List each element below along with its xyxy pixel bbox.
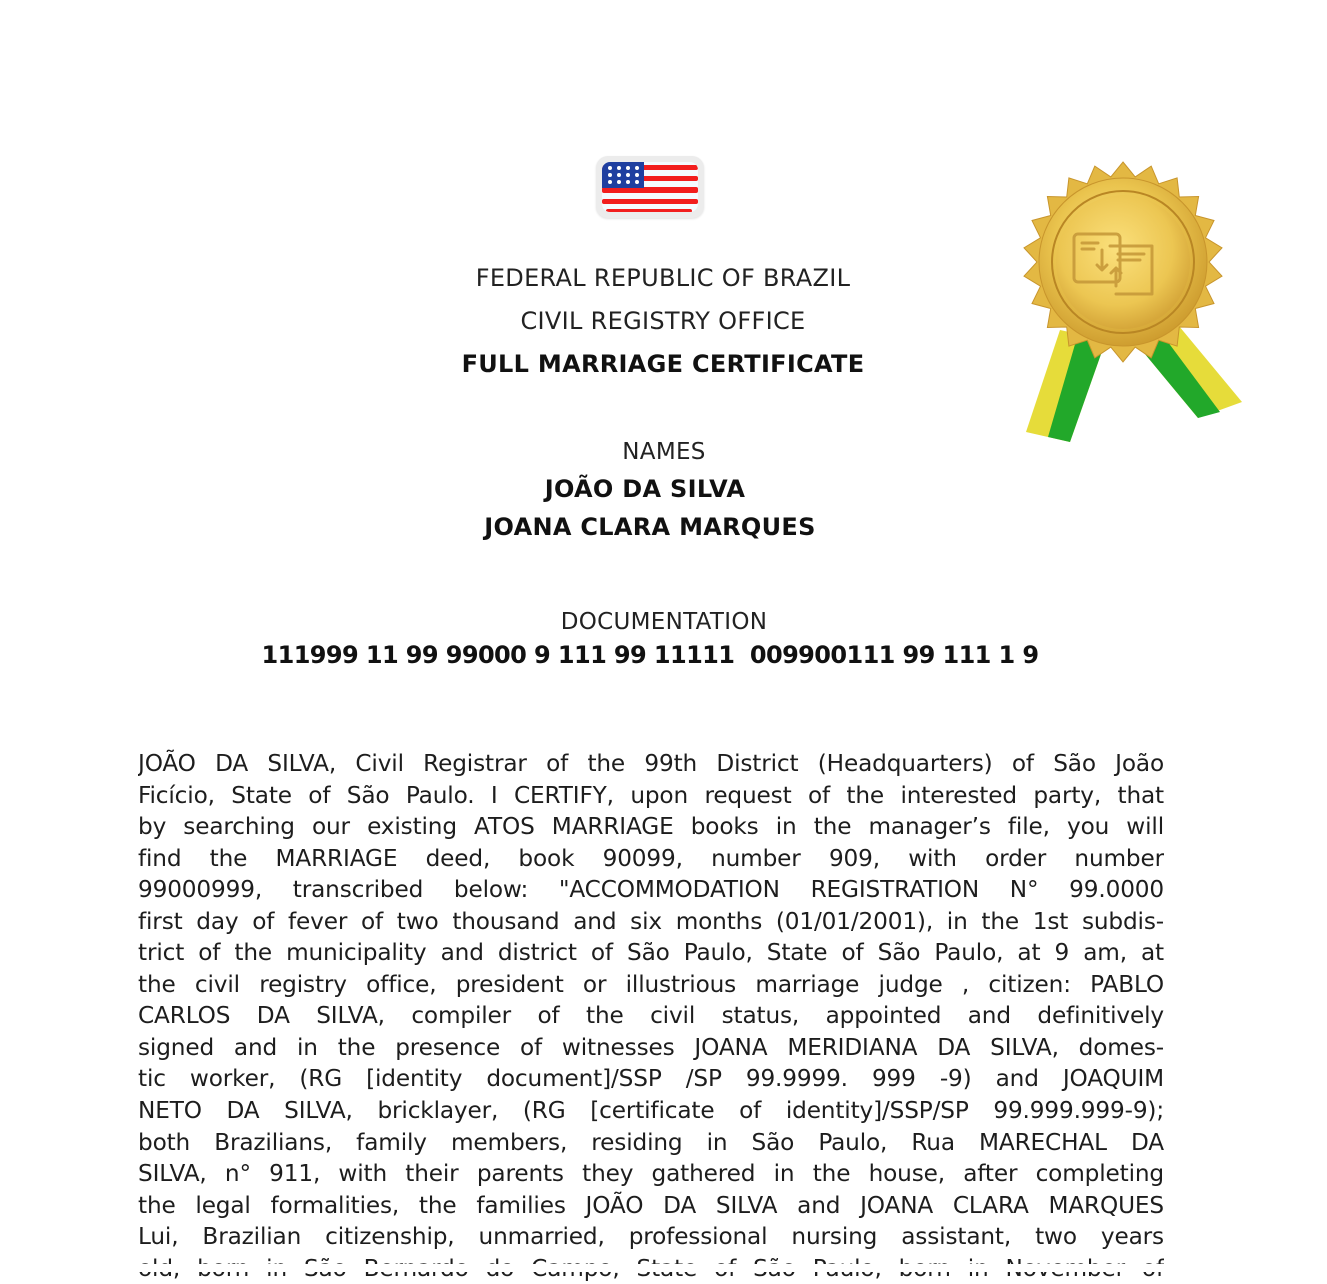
body-line: NETO DA SILVA, bricklayer, (RG [certificate of identity]/SSP/SP 99.999.999-9); xyxy=(138,1097,1164,1125)
certificate-body xyxy=(138,748,1164,1284)
gold-seal-translation-icon xyxy=(998,150,1248,450)
body-line: tic worker, (RG [identity document]/SSP /SP 99.9999. 999 -9) and JOAQUIM xyxy=(138,1065,1164,1093)
body-line: Ficício, State of São Paulo. I CERTIFY, upon request of the interested party, that xyxy=(138,781,1164,809)
us-flag-icon xyxy=(602,162,698,212)
body-line: SILVA, n° 911, with their parents they gathered in the house, after completing xyxy=(138,1160,1164,1188)
body-line: 99000999, transcribed below: "ACCOMMODATION REGISTRATION N° 99.0000 xyxy=(138,876,1164,904)
body-line: both Brazilians, family members, residing in São Paulo, Rua MARECHAL DA xyxy=(138,1128,1164,1156)
documentation-label: DOCUMENTATION xyxy=(560,609,768,635)
certificate-title: FULL MARRIAGE CERTIFICATE xyxy=(461,350,865,378)
body-line: JOÃO DA SILVA, Civil Registrar of the 99th District (Headquarters) of São João xyxy=(138,750,1164,777)
header-office: CIVIL REGISTRY OFFICE xyxy=(520,307,806,335)
body-line: Lui, Brazilian citizenship, unmarried, professional nursing assistant, two years xyxy=(138,1223,1164,1251)
body-line: trict of the municipality and district of São Paulo, State of São Paulo, at 9 am, at xyxy=(138,939,1164,967)
body-line: the civil registry office, president or illustrious marriage judge , citizen: PABLO xyxy=(138,970,1164,998)
page-cutoff xyxy=(0,1264,1327,1272)
documentation-number: 111999 11 99 99000 9 111 99 11111 009900111 99 111 1 9 xyxy=(261,641,1039,669)
header-country: FEDERAL REPUBLIC OF BRAZIL xyxy=(475,264,851,292)
body-line: by searching our existing ATOS MARRIAGE books in the manager’s file, you will xyxy=(138,813,1164,841)
body-line: signed and in the presence of witnesses JOANA MERIDIANA DA SILVA, domes- xyxy=(138,1033,1164,1061)
us-flag-badge xyxy=(596,156,704,218)
spouse-2-name: JOANA CLARA MARQUES xyxy=(484,513,816,541)
body-line: CARLOS DA SILVA, compiler of the civil status, appointed and definitively xyxy=(138,1002,1164,1030)
body-line: the legal formalities, the families JOÃO DA SILVA and JOANA CLARA MARQUES xyxy=(138,1191,1164,1219)
names-label: NAMES xyxy=(622,439,706,465)
body-line: find the MARRIAGE deed, book 90099, number 909, with order number xyxy=(138,844,1164,872)
gold-seal xyxy=(998,150,1248,450)
body-line: first day of fever of two thousand and six months (01/01/2001), in the 1st subdis- xyxy=(138,907,1164,935)
spouse-1-name: JOÃO DA SILVA xyxy=(544,475,746,503)
